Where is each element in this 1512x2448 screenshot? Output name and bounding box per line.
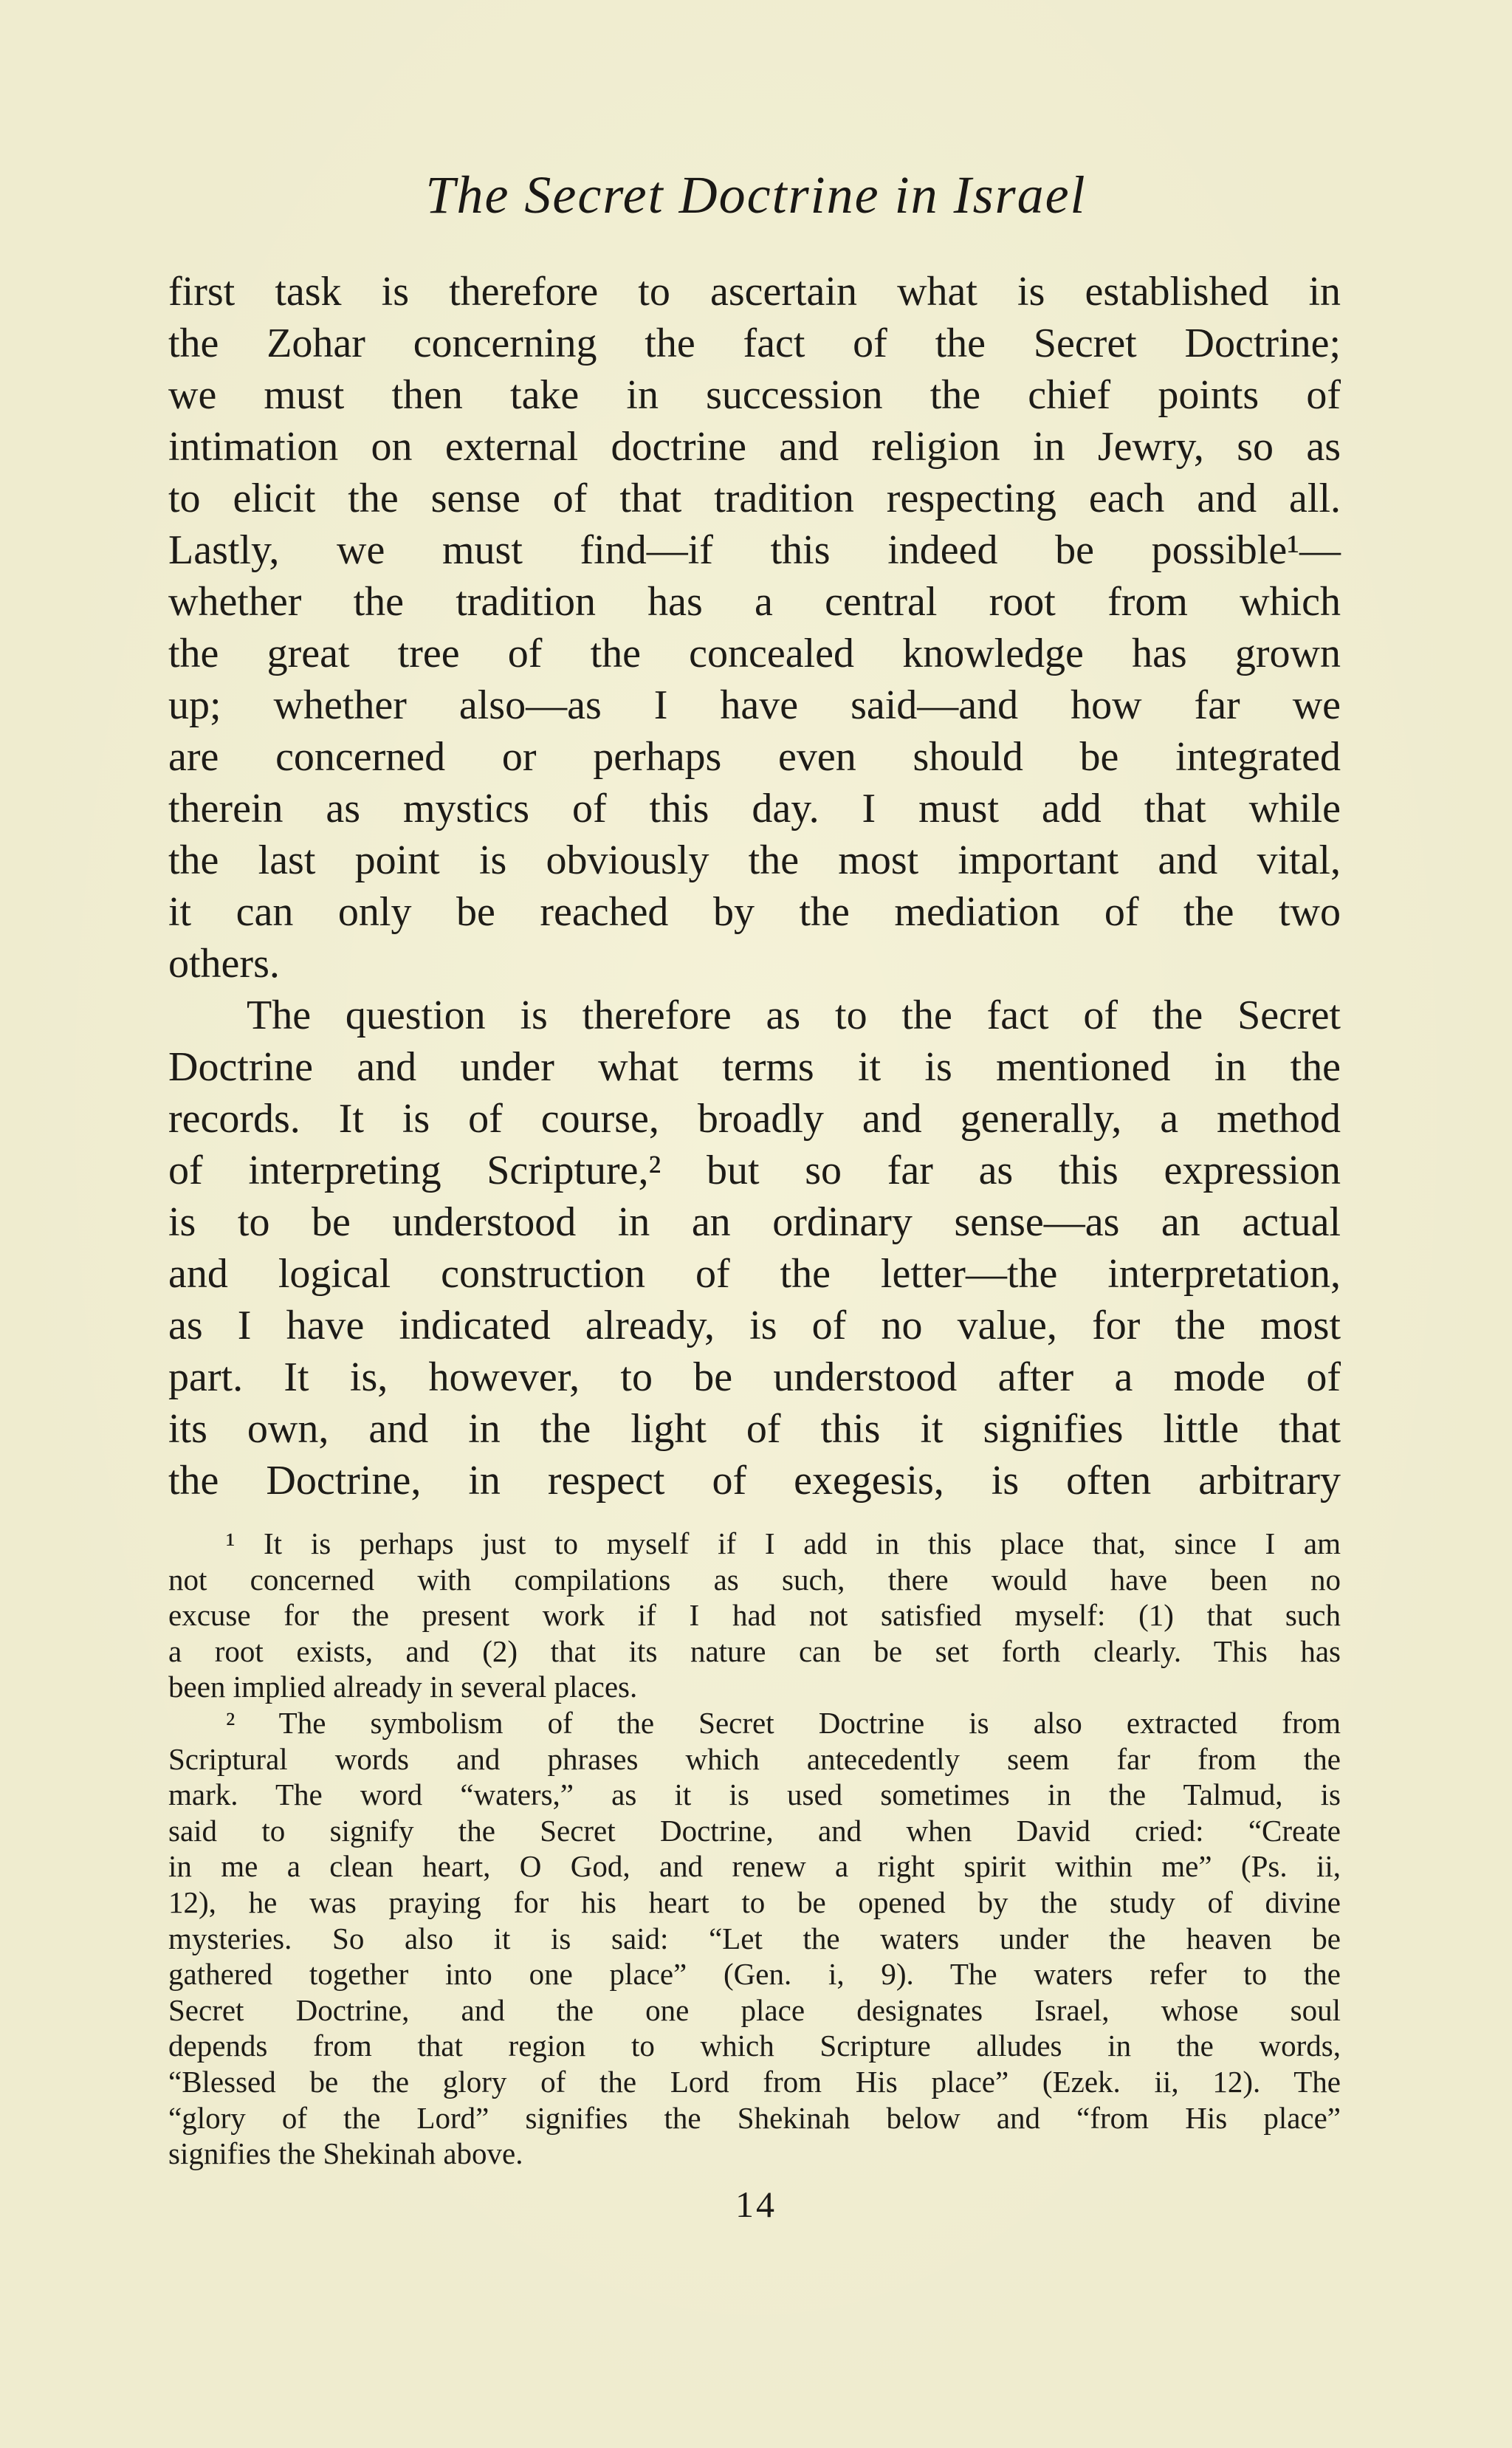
text-line: the last point is obviously the most important and vital, — [168, 837, 1341, 883]
footnote-line: mysteries. So also it is said: “Let the waters under the heaven be — [168, 1921, 1341, 1955]
footnote-line: excuse for the present work if I had not satisfied myself: (1) that such — [168, 1598, 1341, 1633]
footnote-line: “glory of the Lord” signifies the Shekinah below and “from His place” — [168, 2100, 1341, 2135]
text-line: whether the tradition has a central root from which — [168, 579, 1341, 625]
text-line: the great tree of the concealed knowledge has grown — [168, 631, 1341, 676]
footnote-1 — [168, 1526, 1341, 1705]
text-line: and logical construction of the letter—the interpretation, — [168, 1251, 1341, 1297]
running-head: The Secret Doctrine in Israel — [425, 165, 1087, 224]
text-line: to elicit the sense of that tradition respecting each and all. — [168, 476, 1341, 521]
footnote-line: Scriptural words and phrases which antecedently seem far from the — [168, 1741, 1341, 1776]
body-text — [168, 266, 1341, 1506]
footnote-line: ² The symbolism of the Secret Doctrine is also extracted from — [226, 1705, 1341, 1740]
paragraph-1 — [168, 266, 1341, 990]
text-line: Doctrine and under what terms it is mentioned in the — [168, 1044, 1341, 1090]
text-line: its own, and in the light of this it signifies little that — [168, 1406, 1341, 1452]
text-line: is to be understood in an ordinary sense—as an actual — [168, 1199, 1341, 1245]
footnote-line: signifies the Shekinah above. — [168, 2136, 523, 2171]
text-line: the Zohar concerning the fact of the Secret Doctrine; — [168, 320, 1341, 366]
text-line: the Doctrine, in respect of exegesis, is often arbitrary — [168, 1458, 1341, 1504]
text-line: are concerned or perhaps even should be integrated — [168, 734, 1341, 780]
text-line: it can only be reached by the mediation of the two — [168, 889, 1341, 935]
footnote-line: said to signify the Secret Doctrine, and when David cried: “Create — [168, 1813, 1341, 1848]
paragraph-2 — [168, 990, 1341, 1506]
footnote-2 — [168, 1705, 1341, 2172]
footnote-line: not concerned with compilations as such, there would have been no — [168, 1562, 1341, 1597]
footnote-line: 12), he was praying for his heart to be opened by the study of divine — [168, 1885, 1341, 1919]
footnote-line: mark. The word “waters,” as it is used sometimes in the Talmud, is — [168, 1777, 1341, 1812]
text-line: as I have indicated already, is of no value, for the most — [168, 1303, 1341, 1348]
footnote-line: depends from that region to which Scripture alludes in the words, — [168, 2029, 1341, 2063]
footnote-line: “Blessed be the glory of the Lord from His place” (Ezek. ii, 12). The — [168, 2064, 1341, 2099]
footnote-line: gathered together into one place” (Gen. i, 9). The waters refer to the — [168, 1957, 1341, 1992]
text-line: we must then take in succession the chief points of — [168, 372, 1341, 418]
footnote-line: a root exists, and (2) that its nature can be set forth clearly. This has — [168, 1633, 1341, 1668]
text-line: intimation on external doctrine and religion in Jewry, so as — [168, 424, 1341, 470]
footnote-line: Secret Doctrine, and the one place designates Israel, whose soul — [168, 1992, 1341, 2027]
footnote-line: in me a clean heart, O God, and renew a right spirit within me” (Ps. ii, — [168, 1849, 1341, 1884]
text-line: up; whether also—as I have said—and how far we — [168, 682, 1341, 728]
footnotes — [168, 1526, 1341, 2172]
footnote-line: been implied already in several places. — [168, 1670, 638, 1704]
page-number: 14 — [735, 2184, 777, 2225]
text-line: Lastly, we must find—if this indeed be possible¹— — [168, 527, 1341, 573]
text-line: part. It is, however, to be understood after a mode of — [168, 1354, 1341, 1400]
text-line: records. It is of course, broadly and generally, a method — [168, 1096, 1341, 1142]
text-line: therein as mystics of this day. I must add that while — [168, 786, 1341, 832]
text-line: of interpreting Scripture,² but so far as this expression — [168, 1148, 1341, 1193]
text-line: others. — [168, 941, 280, 987]
footnote-line: ¹ It is perhaps just to myself if I add in this place that, since I am — [226, 1526, 1341, 1560]
text-line: The question is therefore as to the fact of the Secret — [247, 992, 1341, 1038]
text-line: first task is therefore to ascertain what is established in — [168, 269, 1341, 315]
